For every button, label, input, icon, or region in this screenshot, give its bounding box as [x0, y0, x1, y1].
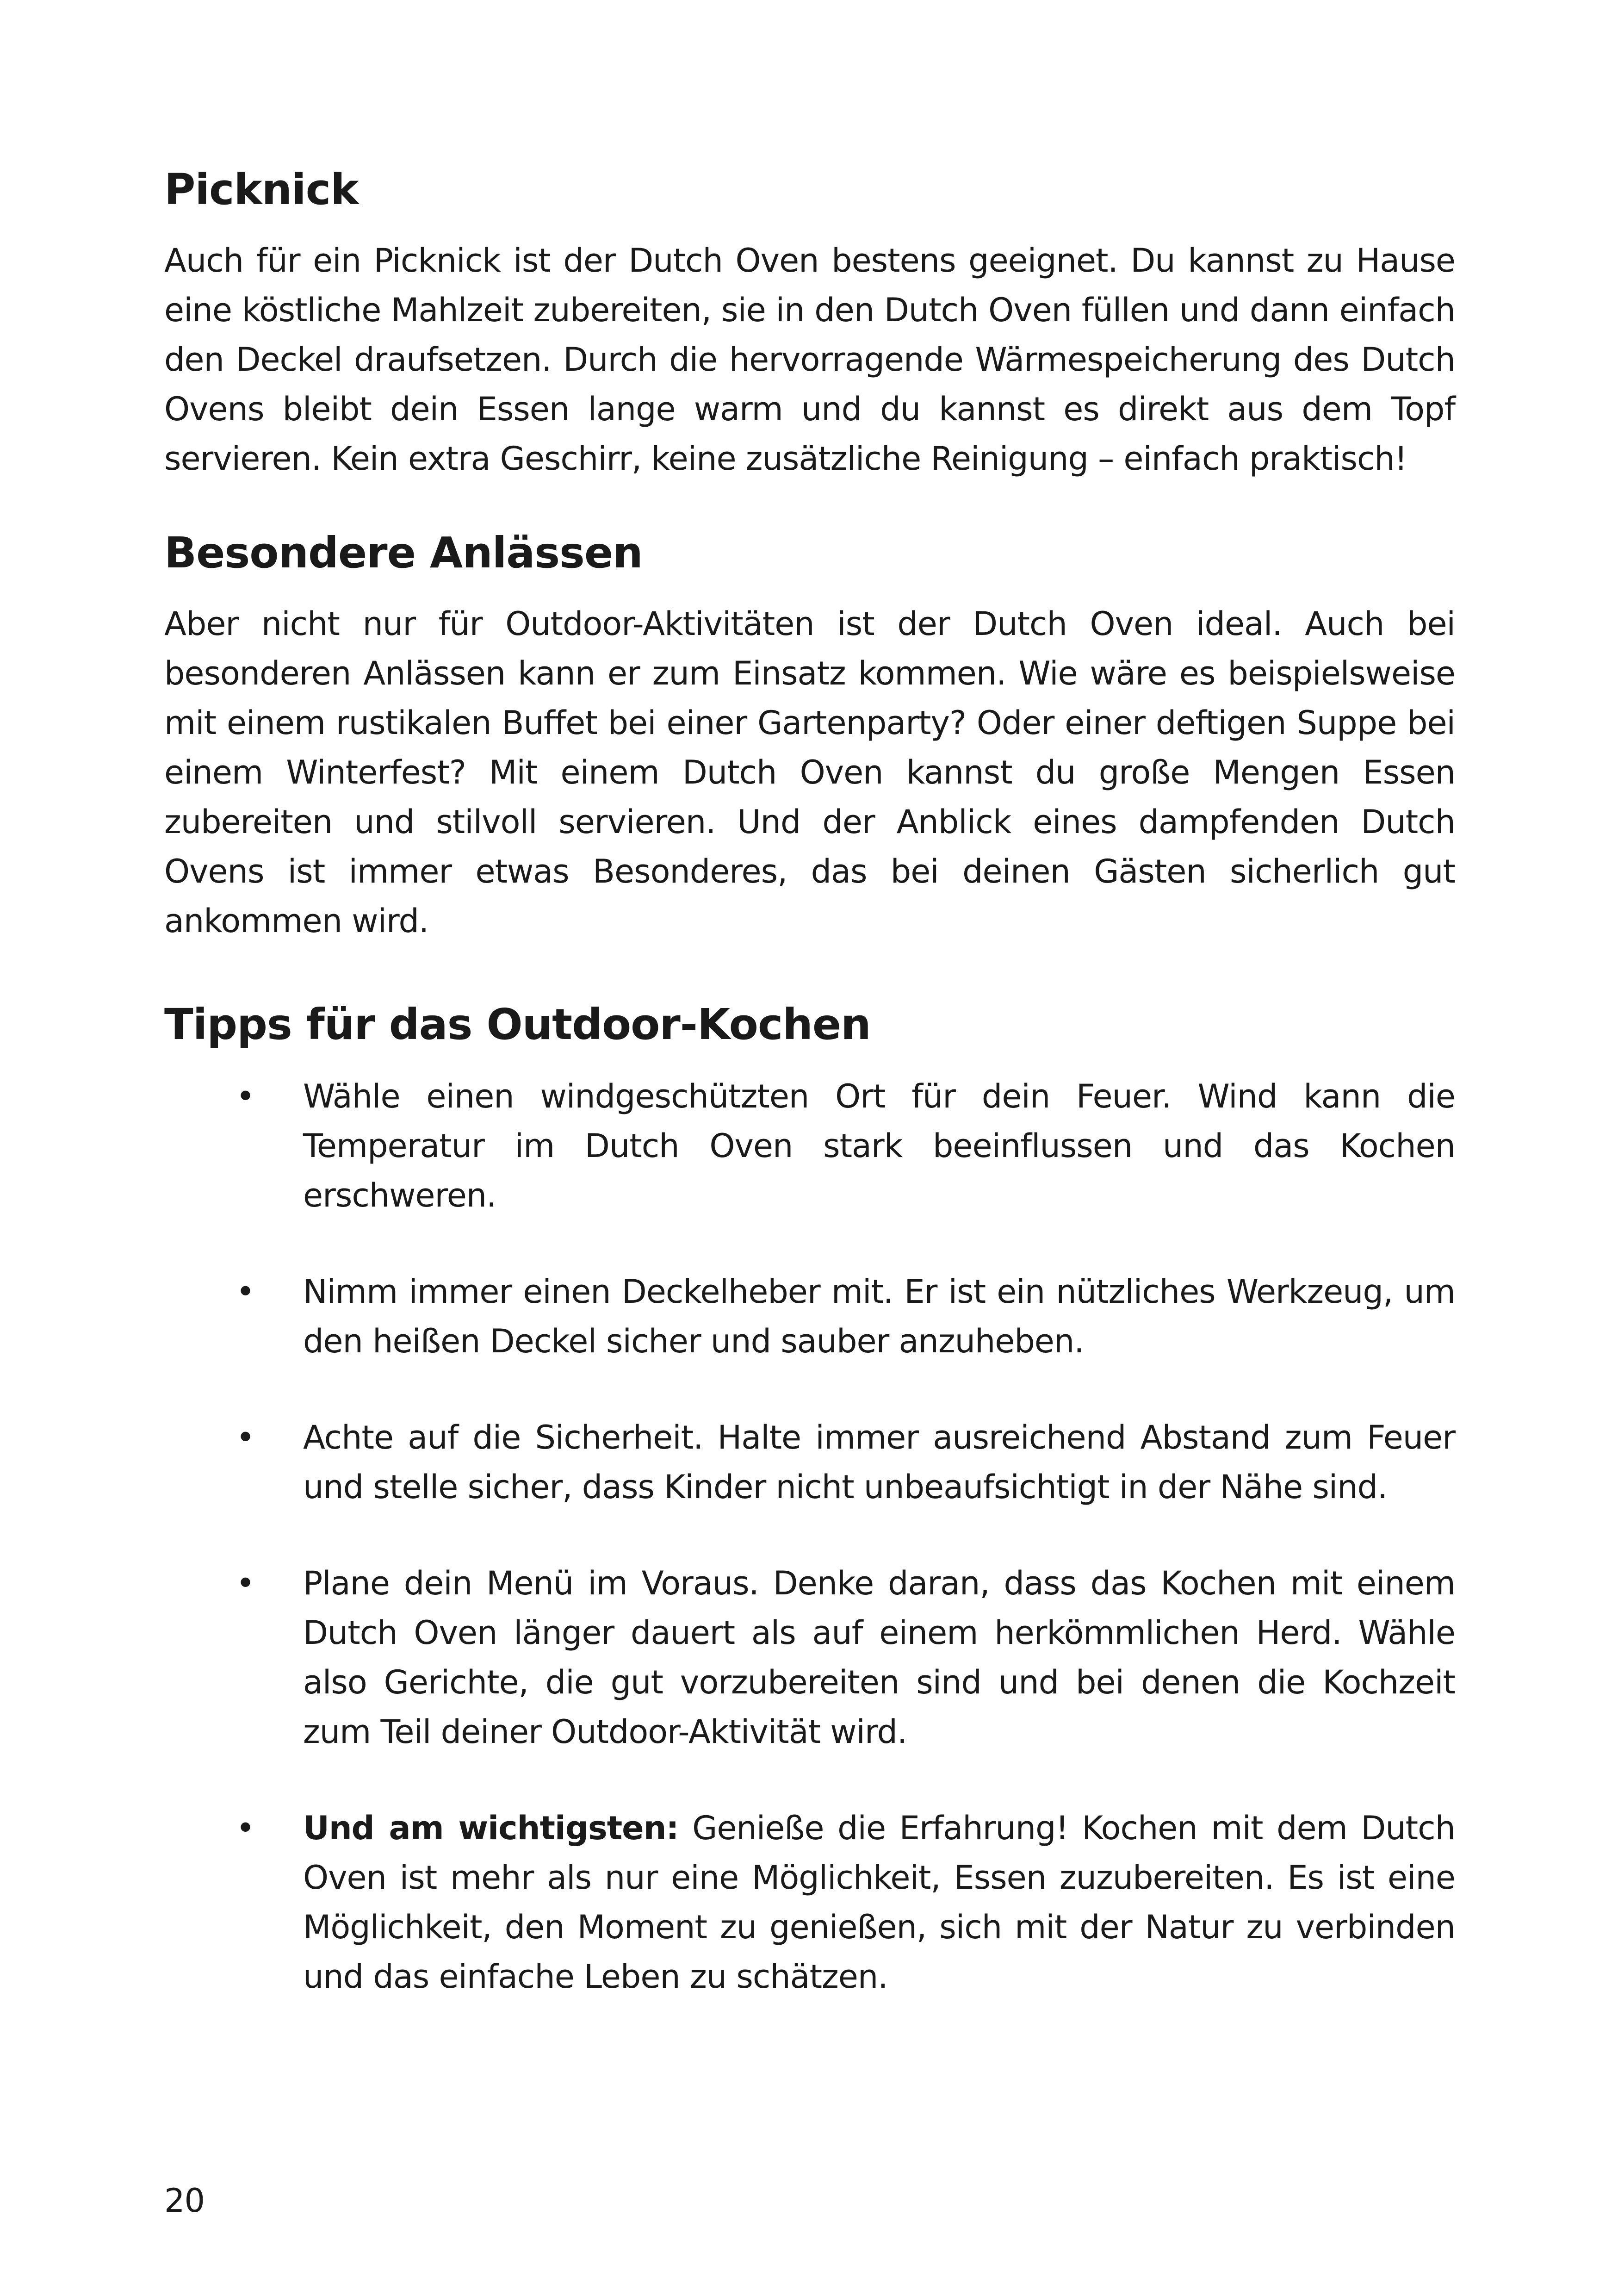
- list-item: [164, 1804, 1455, 2002]
- bullet-icon: •: [236, 1273, 255, 1311]
- list-item: [164, 1072, 1455, 1220]
- bullet-icon: •: [236, 1419, 255, 1456]
- section-heading-besondere-anlaessen: Besondere Anlässen: [164, 528, 643, 578]
- list-item: [164, 1267, 1455, 1366]
- list-item-text: Nimm immer einen Deckelheber mit. Er ist ein nützliches Werkzeug, um den heißen Deckel sicher und sauber anzuheben.: [303, 1273, 1455, 1360]
- tips-list: [164, 1072, 1455, 2002]
- section-heading-picknick: Picknick: [164, 165, 359, 214]
- section-paragraph-picknick: Auch für ein Picknick ist der Dutch Oven bestens geeignet. Du kannst zu Hause eine köstliche Mahlzeit zubereiten, sie in den Dutch Oven füllen und dann einfach den Deckel draufsetzen. Durch die hervorragende Wärmespeicherung des Dutch Ovens bleibt dein Essen lange warm und du kannst es direkt aus dem Topf servieren. Kein extra Geschirr, keine zusätzliche Reinigung – einfach praktisch!: [164, 242, 1455, 478]
- section-paragraph-besondere-anlaessen: Aber nicht nur für Outdoor-Aktivitäten ist der Dutch Oven ideal. Auch bei besonderen Anlässen kann er zum Einsatz kommen. Wie wäre es beispielsweise mit einem rustikalen Buffet bei einer Gartenparty? Oder einer deftigen Suppe bei einem Winterfest? Mit einem Dutch Oven kannst du große Mengen Essen zubereiten und stilvoll servieren. Und der Anblick eines dampfenden Dutch Ovens ist immer etwas Besonderes, das bei deinen Gästen sicherlich gut ankommen wird.: [164, 605, 1455, 940]
- list-item-bold-lead: Und am wichtigsten:: [303, 1809, 679, 1847]
- bullet-icon: •: [236, 1809, 255, 1847]
- list-item: [164, 1413, 1455, 1512]
- list-item-text: Wähle einen windgeschützten Ort für dein Feuer. Wind kann die Temperatur im Dutch Oven stark beeinflussen und das Kochen erschweren.: [303, 1077, 1455, 1214]
- list-item: [164, 1559, 1455, 1757]
- page-content: [164, 162, 1455, 2002]
- list-item-text: Plane dein Menü im Voraus. Denke daran, dass das Kochen mit einem Dutch Oven länger dauert als auf einem herkömmlichen Herd. Wähle also Gerichte, die gut vorzubereiten sind und bei denen die Kochzeit zum Teil deiner Outdoor-Aktivität wird.: [303, 1564, 1455, 1751]
- bullet-icon: •: [236, 1077, 255, 1115]
- list-item-text: Achte auf die Sicherheit. Halte immer ausreichend Abstand zum Feuer und stelle sicher, dass Kinder nicht unbeaufsichtigt in der Nähe sind.: [303, 1419, 1455, 1506]
- page-number: 20: [164, 2182, 205, 2220]
- list-item-text: Genieße die Erfahrung! Kochen mit dem Dutch Oven ist mehr als nur eine Möglichkeit, Essen zuzubereiten. Es ist eine Möglichkeit, den Moment zu genießen, sich mit der Natur zu verbinden und das einfache Leben zu schätzen.: [303, 1809, 1455, 1996]
- section-heading-tipps: Tipps für das Outdoor-Kochen: [164, 1000, 871, 1049]
- bullet-icon: •: [236, 1564, 255, 1602]
